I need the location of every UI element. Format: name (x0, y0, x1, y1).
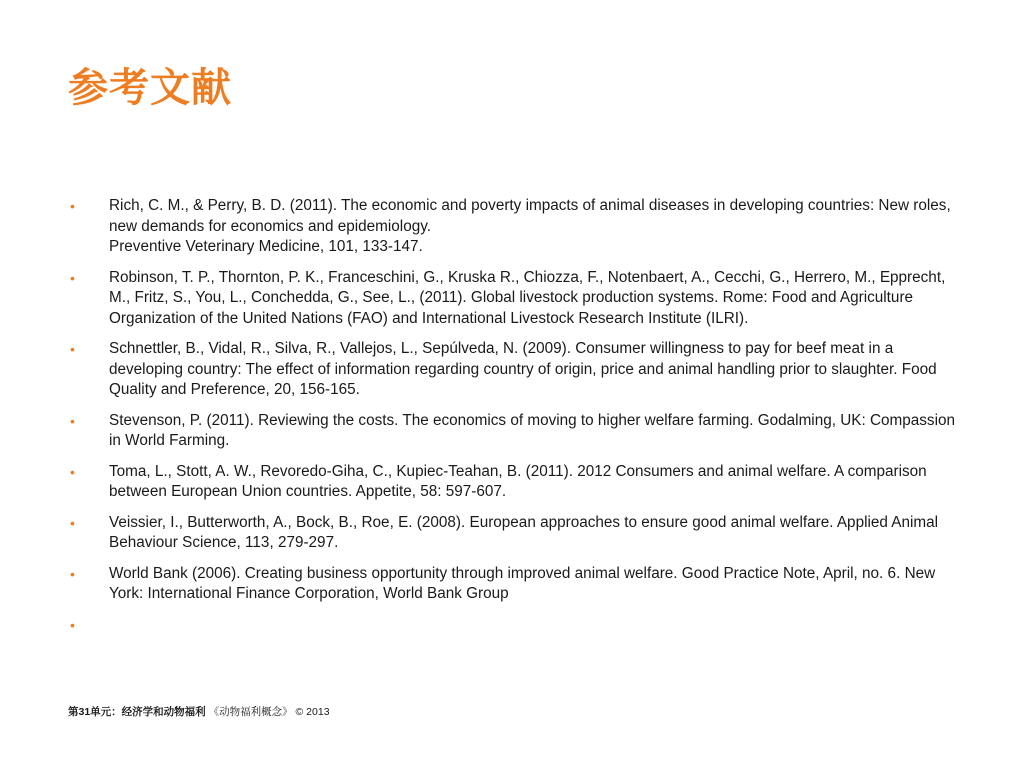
list-item (70, 462, 960, 503)
bullet-icon: • (70, 269, 75, 286)
page-title: 参考文献 (68, 66, 232, 110)
list-item (70, 513, 960, 554)
list-item (70, 196, 960, 258)
bullet-icon: • (70, 412, 75, 429)
list-item (70, 411, 960, 452)
list-item (70, 339, 960, 401)
bullet-icon: • (70, 616, 75, 633)
bullet-icon: • (70, 341, 75, 357)
reference-text: World Bank (2006). Creating business opportunity through improved animal welfare. Good Practice Note, April, no. 6. New York: International Finance Corporation, World Bank Group (109, 564, 936, 602)
list-item (70, 564, 960, 605)
reference-list (70, 196, 960, 633)
footer-copyright: © 2013 (295, 706, 330, 718)
reference-text: Schnettler, B., Vidal, R., Silva, R., Vallejos, L., Sepúlveda, N. (2009). Consumer willingness to pay for beef meat in a developing country: The effect of information regarding country of origin, price and animal handling prior to slaughter. Food Quality and Preference, 20, 156-165. (109, 340, 937, 398)
footer-book: 《动物福利概念》 (208, 706, 293, 718)
reference-text: Veissier, I., Butterworth, A., Bock, B., Roe, E. (2008). European approaches to ensure good animal welfare. Applied Animal Behaviour Science, 113, 279-297. (109, 513, 939, 551)
reference-text: Toma, L., Stott, A. W., Revoredo-Giha, C., Kupiec-Teahan, B. (2011). 2012 Consumers and animal welfare. A comparison between European Union countries. Appetite, 58: 597-607. (109, 462, 927, 500)
reference-text: Rich, C. M., & Perry, B. D. (2011). The economic and poverty impacts of animal diseases in developing countries: New roles, new demands for economics and epidemiology. Preventive Veterinary Medicine, 101, 133-147. (109, 197, 951, 255)
reference-text: Robinson, T. P., Thornton, P. K., Franceschini, G., Kruska R., Chiozza, F., Notenbaert, A., Cecchi, G., Herrero, M., Epprecht, M., Fritz, S., You, L., Conchedda, G., See, L., (2011). Global livestock production systems. Rome: Food and Agriculture Organization of the United Nations (FAO) and International Livestock Research Institute (ILRI). (109, 268, 946, 327)
list-item (70, 268, 960, 330)
footer (68, 704, 330, 720)
bullet-icon: • (70, 463, 75, 480)
bullet-icon: • (70, 198, 75, 214)
bullet-icon: • (70, 565, 75, 582)
reference-text: Stevenson, P. (2011). Reviewing the costs. The economics of moving to higher welfare farming. Godalming, UK: Compassion in World Farming. (109, 411, 955, 449)
bullet-icon: • (70, 514, 75, 531)
footer-unit: 第31单元：经济学和动物福利 (68, 706, 206, 718)
